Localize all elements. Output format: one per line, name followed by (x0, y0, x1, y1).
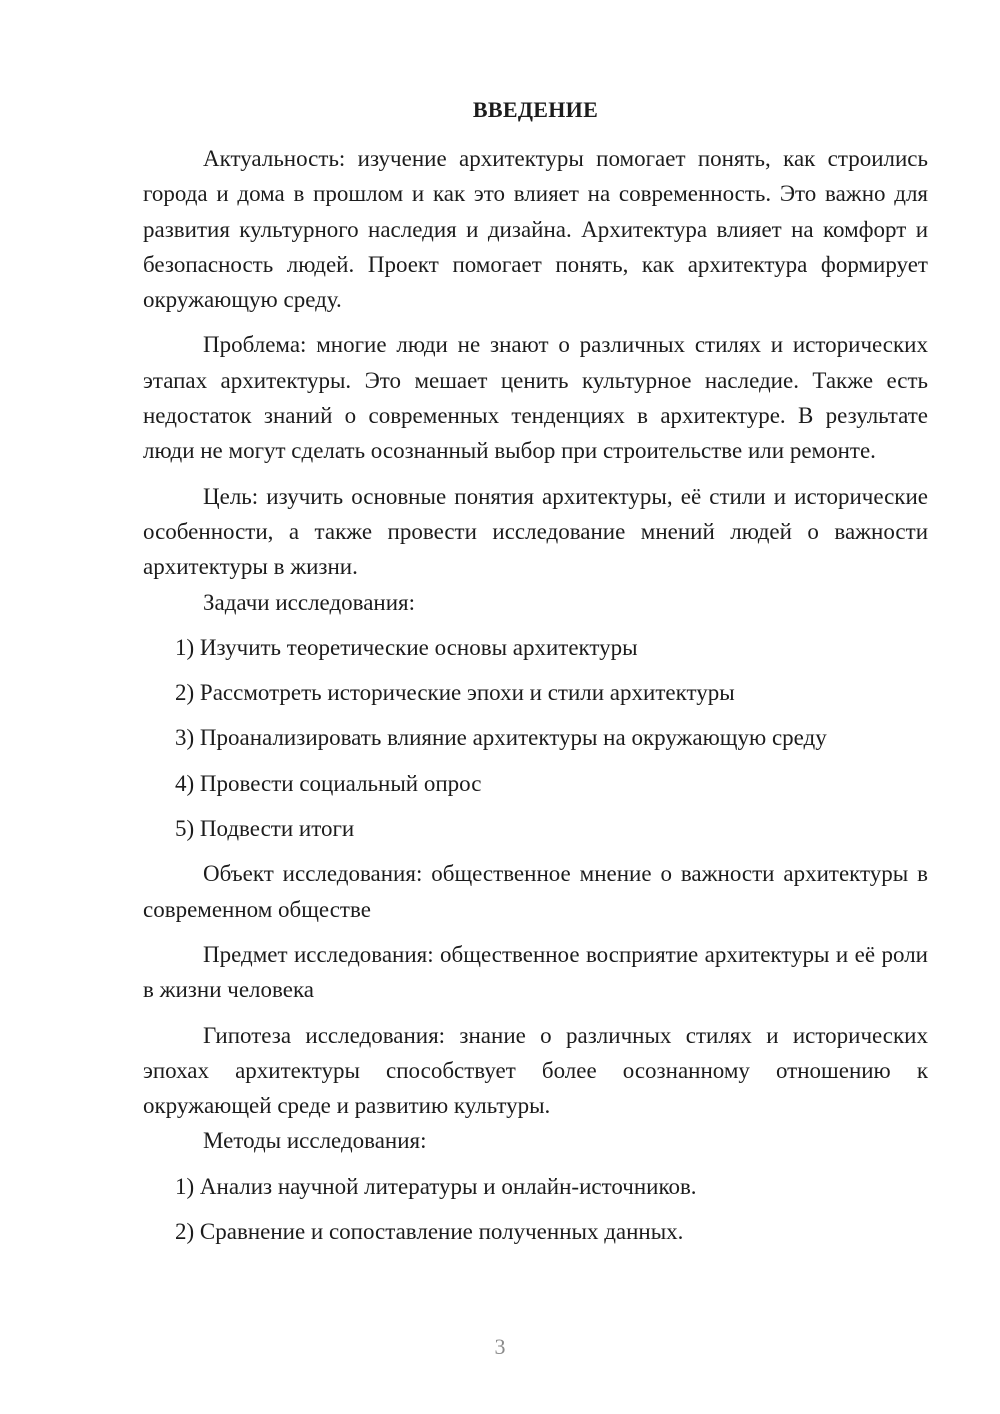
object-paragraph: Объект исследования: общественное мнение о важности архитектуры в современном обществе (143, 861, 928, 922)
list-item: 2) Сравнение и сопоставление полученных данных. (175, 1219, 684, 1245)
methods-list (143, 1169, 928, 1250)
list-item: 1) Изучить теоретические основы архитектуры (175, 634, 638, 660)
document-page (143, 96, 928, 1249)
problem-paragraph: Проблема: многие люди не знают о различных стилях и исторических этапах архитектуры. Это мешает ценить культурное наследие. Также есть недостаток знаний о современных тенденциях в архитектуре. В результате люди не могут сделать осознанный выбор при строительстве или ремонте. (143, 332, 928, 464)
list-item: 2) Рассмотреть исторические эпохи и стили архитектуры (175, 680, 735, 706)
goal-paragraph: Цель: изучить основные понятия архитектуры, её стили и исторические особенности, а также провести исследование мнений людей о важности архитектуры в жизни. (143, 483, 928, 580)
methods-heading: Методы исследования: (203, 1128, 427, 1154)
list-item: 4) Провести социальный опрос (175, 770, 482, 796)
subject-paragraph: Предмет исследования: общественное восприятие архитектуры и её роли в жизни человека (143, 941, 928, 1003)
hypothesis-paragraph: Гипотеза исследования: знание о различных стилях и исторических эпохах архитектуры способствует более осознанному отношению к окружающей среде и развитию культуры. (143, 1022, 928, 1119)
page-title: ВВЕДЕНИЕ (472, 97, 599, 122)
relevance-paragraph: Актуальность: изучение архитектуры помогает понять, как строились города и дома в прошлом и как это влияет на современность. Это важно для развития культурного наследия и дизайна. Архитектура влияет на комфорт и безопасность людей. Проект помогает понять, как архитектура формирует окружающую среду. (143, 146, 928, 313)
page-number: 3 (494, 1334, 506, 1359)
list-item: 5) Подвести итоги (175, 816, 355, 842)
list-item: 3) Проанализировать влияние архитектуры на окружающую среду (175, 725, 827, 751)
tasks-heading: Задачи исследования: (203, 589, 416, 615)
list-item: 1) Анализ научной литературы и онлайн-источников. (175, 1173, 697, 1199)
tasks-list (143, 630, 928, 846)
